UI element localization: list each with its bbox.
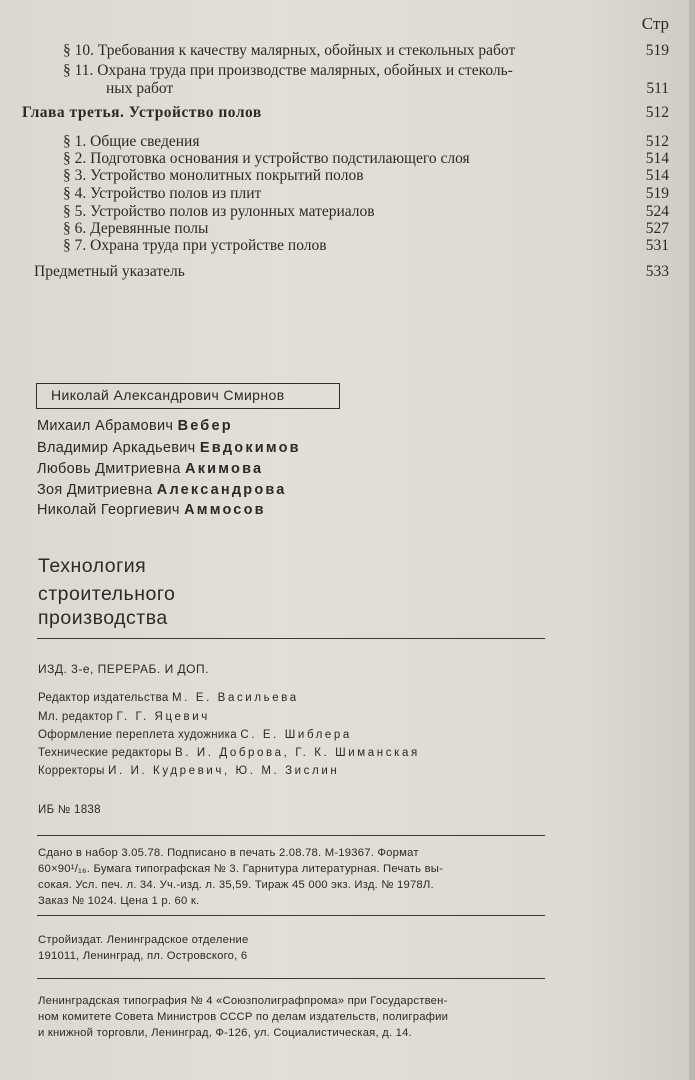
toc-row-page: 533 bbox=[645, 263, 669, 280]
edition-note: ИЗД. 3-е, ПЕРЕРАБ. И ДОП. bbox=[38, 662, 209, 676]
toc-row bbox=[0, 237, 695, 257]
author-surname: Акимова bbox=[185, 461, 264, 477]
toc-row-page: 514 bbox=[645, 167, 669, 184]
toc-row bbox=[0, 263, 695, 283]
publisher-line: Стройиздат. Ленинградское отделение bbox=[38, 934, 249, 946]
imprint-line: Сдано в набор 3.05.78. Подписано в печать 2.08.78. М-19367. Формат bbox=[38, 847, 419, 859]
author-first-names: Зоя Дмитриевна bbox=[37, 482, 153, 498]
toc-row bbox=[0, 167, 695, 187]
title-divider bbox=[37, 638, 545, 639]
toc-row-page: 524 bbox=[645, 203, 669, 220]
author-first-names: Любовь Дмитриевна bbox=[37, 461, 181, 477]
toc-row-page: 512 bbox=[645, 133, 669, 150]
author-name bbox=[37, 502, 266, 518]
author-first-names: Владимир Аркадьевич bbox=[37, 440, 196, 456]
printer-block bbox=[38, 993, 550, 1041]
author-name bbox=[37, 418, 233, 434]
toc-row-label: Предметный указатель bbox=[34, 263, 185, 280]
toc-row-label: § 4. Устройство полов из плит bbox=[63, 185, 262, 202]
toc-chapter-label: Глава третья. Устройство полов bbox=[22, 104, 262, 121]
toc-row-page: 519 bbox=[645, 42, 669, 59]
toc-row-page: 531 bbox=[645, 237, 669, 254]
credit-line bbox=[38, 765, 339, 777]
author-first-names: Михаил Абрамович bbox=[37, 418, 174, 434]
credit-role: Корректоры bbox=[38, 765, 105, 777]
toc-row-label: § 2. Подготовка основания и устройство подстилающего слоя bbox=[63, 150, 470, 167]
boxed-author-name: Николай Александрович Смирнов bbox=[51, 387, 285, 403]
section-divider bbox=[37, 835, 545, 836]
publisher-block bbox=[38, 932, 550, 964]
book-title-line: строительного bbox=[38, 583, 176, 605]
section-divider bbox=[37, 915, 545, 916]
toc-row-page: 514 bbox=[645, 150, 669, 167]
printer-line: ном комитете Совета Министров СССР по делам издательств, полиграфии bbox=[38, 1011, 449, 1023]
credit-line bbox=[38, 692, 299, 704]
author-name bbox=[37, 440, 301, 456]
author-surname: Аммосов bbox=[184, 502, 266, 518]
toc-row bbox=[0, 80, 695, 100]
credit-role: Технические редакторы bbox=[38, 747, 172, 759]
toc-row-label: § 1. Общие сведения bbox=[63, 133, 200, 150]
author-name bbox=[37, 461, 263, 477]
boxed-author-frame bbox=[36, 383, 340, 409]
imprint-line: сокая. Усл. печ. л. 34. Уч.-изд. л. 35,59. Тираж 45 000 экз. Изд. № 1978Л. bbox=[38, 879, 434, 891]
imprint-line: Заказ № 1024. Цена 1 р. 60 к. bbox=[38, 895, 200, 907]
credit-name: С. Е. Шиблера bbox=[240, 729, 352, 741]
toc-row bbox=[0, 42, 695, 62]
credit-role: Оформление переплета художника bbox=[38, 729, 237, 741]
toc-page-column-header: Стр bbox=[641, 14, 669, 33]
toc-row-label: § 6. Деревянные полы bbox=[63, 220, 209, 237]
credit-name: М. Е. Васильева bbox=[172, 692, 299, 704]
toc-row-page: 519 bbox=[645, 185, 669, 202]
credit-line bbox=[38, 711, 210, 723]
credit-line bbox=[38, 729, 352, 741]
toc-row-label: ных работ bbox=[106, 80, 174, 97]
toc-row bbox=[0, 185, 695, 205]
toc-row-page: 511 bbox=[646, 80, 669, 97]
author-surname: Александрова bbox=[156, 482, 287, 498]
author-name bbox=[37, 482, 287, 498]
printer-line: Ленинградская типография № 4 «Союзполиграфпрома» при Государствен- bbox=[38, 995, 448, 1007]
credit-line bbox=[38, 747, 420, 759]
author-surname: Вебер bbox=[177, 418, 233, 434]
toc-row-page: 512 bbox=[645, 104, 669, 121]
toc-row-page: 527 bbox=[645, 220, 669, 237]
book-title-line: производства bbox=[38, 607, 168, 629]
ib-number: ИБ № 1838 bbox=[38, 804, 101, 816]
publisher-line: 191011, Ленинград, пл. Островского, 6 bbox=[38, 950, 248, 962]
toc-chapter-row bbox=[0, 104, 695, 124]
section-divider bbox=[37, 978, 545, 979]
toc-row-label: § 5. Устройство полов из рулонных материалов bbox=[63, 203, 375, 220]
credit-name: Г. Г. Яцевич bbox=[116, 711, 210, 723]
toc-row-label: § 7. Охрана труда при устройстве полов bbox=[63, 237, 327, 254]
credit-role: Редактор издательства bbox=[38, 692, 169, 704]
author-first-names: Николай Георгиевич bbox=[37, 502, 180, 518]
printer-line: и книжной торговли, Ленинград, Ф-126, ул. Социалистическая, д. 14. bbox=[38, 1027, 412, 1039]
toc-row-label: § 3. Устройство монолитных покрытий полов bbox=[63, 167, 364, 184]
author-surname: Евдокимов bbox=[199, 440, 301, 456]
credit-role: Мл. редактор bbox=[38, 711, 114, 723]
toc-row-label: § 11. Охрана труда при производстве малярных, обойных и стеколь- bbox=[63, 62, 513, 79]
toc-row bbox=[0, 62, 695, 82]
toc-row-label: § 10. Требования к качеству малярных, обойных и стекольных работ bbox=[63, 42, 516, 59]
book-title-line: Технология bbox=[38, 555, 147, 577]
imprint-line: 60×90¹/₁₆. Бумага типографская № 3. Гарнитура литературная. Печать вы- bbox=[38, 863, 444, 875]
print-imprint bbox=[38, 845, 550, 909]
credit-name: В. И. Доброва, Г. К. Шиманская bbox=[175, 747, 420, 759]
credit-name: И. И. Кудревич, Ю. М. Зислин bbox=[108, 765, 340, 777]
